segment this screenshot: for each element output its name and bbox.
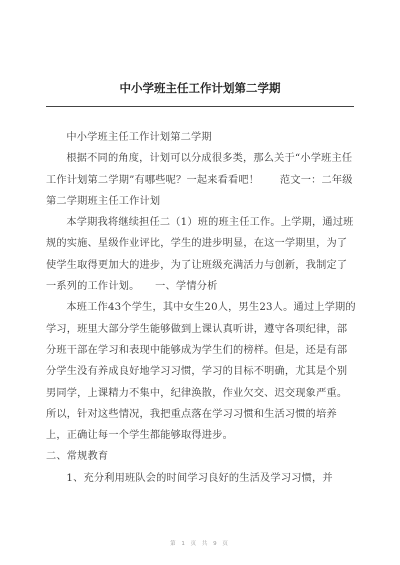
page-indicator: 第 1 页 共 9 页 [170,541,230,547]
document-body [46,127,356,489]
section-heading-routine-education: 二、常规教育 [46,451,109,463]
intro-paragraph: 根据不同的角度，计划可以分成很多类，那么关于“小学班主任工作计划第二学期”有哪些呢？一起来看看吧！ 范文一：二年级第二学期班主任工作计划 [46,153,353,207]
plan-overview-paragraph: 本学期我将继续担任二（1）班的班主任工作。上学期，通过班规的实施、星级作业评比，学生的进步明显，在这一学期里，为了使学生取得更加大的进步，为了让班级充满活力与创新，我制定了一系列的工作计划。 一、学情分析 [46,217,354,293]
routine-item-1-paragraph: 1、充分利用班队会的时间学习良好的生活及学习习惯，并 [66,472,333,484]
page-title: 中小学班主任工作计划第二学期 [119,81,281,95]
doc-subtitle-paragraph: 中小学班主任工作计划第二学期 [66,132,212,143]
title-divider [46,106,354,107]
class-analysis-paragraph: 本班工作43个学生，其中女生20人，男生23人。通过上学期的学习，班里大部分学生能够做到上课认真听讲，遵守各项纪律，部分班干部在学习和表现中能够成为学生们的榜样。但是，还是有部分学生没有养成良好地学习习惯，学习的目标不明确，尤其是个别男同学，上课精力不集中，纪律涣散，作业欠交、迟交现象严重。所以，针对这些情况，我把重点落在学习习惯和生活习惯的培养上，正确让每一个学生都能够取得进步。 [46,302,356,442]
